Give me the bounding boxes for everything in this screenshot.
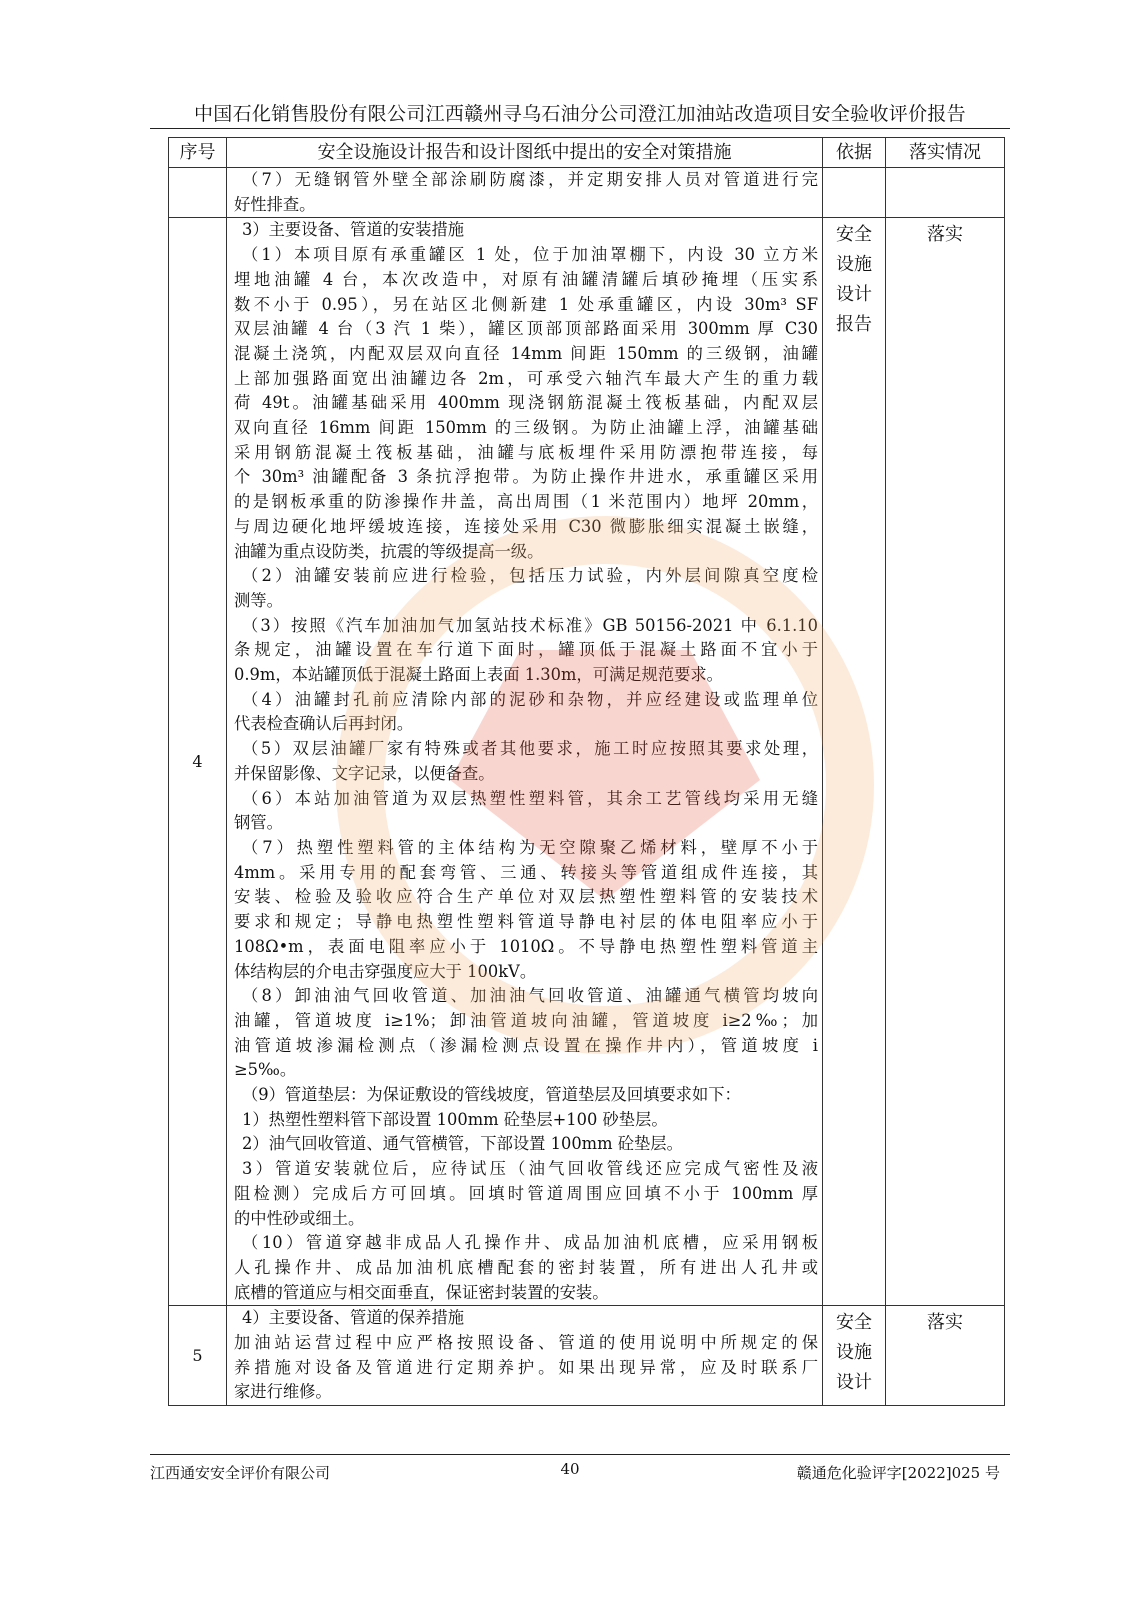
- status-cell: 落实: [886, 1306, 1005, 1406]
- status-cell: [886, 168, 1005, 218]
- measure-line: 108Ω•m，表面电阻率应小于 1010Ω。不导静电热塑性塑料管道主: [234, 936, 818, 956]
- column-header-no: 序号: [169, 138, 227, 168]
- measure-line: 个 30m³ 油罐配备 3 条抗浮抱带。为防止操作井进水，承重罐区采用: [234, 467, 818, 487]
- measure-line: ≥5‰。: [234, 1060, 297, 1080]
- measure-line: 上部加强路面宽出油罐边各 2m，可承受六轴汽车最大产生的重力载: [234, 368, 818, 388]
- footer-doc-number: 赣通危化验评字[2022]025 号: [796, 1464, 1000, 1482]
- measure-line: 油罐为重点设防类，抗震的等级提高一级。: [234, 541, 544, 561]
- basis-text: 报告: [836, 314, 872, 336]
- measure-line: 代表检查确认后再封闭。: [234, 714, 414, 734]
- measure-line: 人孔操作井、成品加油机底槽配套的密封装置，所有进出人孔井或: [234, 1257, 818, 1277]
- measure-line: 混凝土浇筑，内配双层双向直径 14mm 间距 150mm 的三级钢，油罐: [234, 343, 818, 363]
- basis-text: 设计: [836, 284, 872, 306]
- basis-text: 安全: [836, 224, 872, 246]
- measure-line: 4mm。采用专用的配套弯管、三通、转接头等管道组成件连接，其: [234, 862, 818, 882]
- measure-line: 埋地油罐 4 台，本次改造中，对原有油罐清罐后填砂掩埋（压实系: [234, 269, 818, 289]
- measure-line: 养措施对设备及管道进行定期养护。如果出现异常，应及时联系厂: [234, 1357, 818, 1377]
- measure-line: （5）双层油罐厂家有特殊或者其他要求，施工时应按照其要求处理，: [242, 739, 818, 759]
- basis-text: 安全: [836, 1312, 872, 1334]
- measure-cell: [227, 218, 823, 1306]
- measure-line: 并保留影像、文字记录，以便备查。: [234, 763, 495, 783]
- basis-cell: [823, 218, 886, 1306]
- measure-line: （7）热塑性塑料管的主体结构为无空隙聚乙烯材料，壁厚不小于: [242, 837, 818, 857]
- measure-line: 加油站运营过程中应严格按照设备、管道的使用说明中所规定的保: [234, 1333, 818, 1353]
- header-title: 中国石化销售股份有限公司江西赣州寻乌石油分公司澄江加油站改造项目安全验收评价报告: [193, 103, 966, 125]
- row-number: 5: [169, 1306, 227, 1406]
- measure-line: （4）油罐封孔前应清除内部的泥砂和杂物，并应经建设或监理单位: [242, 689, 818, 709]
- row-number: [169, 168, 227, 218]
- measure-line: 体结构层的介电击穿强度应大于 100kV。: [234, 961, 537, 981]
- measure-line: 底槽的管道应与相交面垂直，保证密封装置的安装。: [234, 1282, 609, 1302]
- measure-line: 的中性砂或细土。: [234, 1208, 365, 1228]
- page-number: 40: [560, 1460, 580, 1478]
- row-number: 4: [169, 218, 227, 1306]
- measure-line: 荷 49t。油罐基础采用 400mm 现浇钢筋混凝土筏板基础，内配双层: [234, 393, 818, 413]
- basis-text: 设施: [836, 254, 872, 276]
- measure-line: 测等。: [234, 590, 283, 610]
- measure-line: 采用钢筋混凝土筏板基础，油罐与底板埋件采用防漂抱带连接，每: [234, 442, 818, 462]
- basis-text: 设施: [836, 1342, 872, 1364]
- basis-cell: [823, 1306, 886, 1406]
- measure-line: 的是钢板承重的防渗操作井盖，高出周围（1 米范围内）地坪 20mm，: [234, 492, 818, 512]
- measure-line: 双层油罐 4 台（3 汽 1 柴），罐区顶部顶部路面采用 300mm 厚 C30: [234, 319, 818, 339]
- table-body: [169, 168, 1005, 1406]
- measure-line: 安装、检验及验收应符合生产单位对双层热塑性塑料管的安装技术: [234, 887, 818, 907]
- measure-line: 4）主要设备、管道的保养措施: [242, 1308, 465, 1328]
- column-header-measures: 安全设施设计报告和设计图纸中提出的安全对策措施: [227, 138, 823, 168]
- measure-line: （3）按照《汽车加油加气加氢站技术标准》GB 50156-2021 中 6.1.10: [242, 615, 818, 635]
- column-header-basis: 依据: [823, 138, 886, 168]
- header-rule: [150, 128, 1010, 129]
- measure-line: 2）油气回收管道、通气管横管，下部设置 100mm 砼垫层。: [242, 1134, 683, 1154]
- measure-line: （2）油罐安装前应进行检验，包括压力试验，内外层间隙真空度检: [242, 566, 818, 586]
- footer-company: 江西通安安全评价有限公司: [150, 1464, 331, 1482]
- measure-line: （10）管道穿越非成品人孔操作井、成品加油机底槽，应采用钢板: [242, 1233, 818, 1253]
- measure-cell: [227, 168, 823, 218]
- measure-line: 家进行维修。: [234, 1382, 332, 1402]
- measure-line: （1）本项目原有承重罐区 1 处，位于加油罩棚下，内设 30 立方米: [242, 245, 818, 265]
- measure-line: 3）管道安装就位后，应待试压（油气回收管线还应完成气密性及液: [242, 1159, 818, 1179]
- table-row: [169, 218, 1005, 1306]
- measure-line: 条规定，油罐设置在车行道下面时，罐顶低于混凝土路面不宜小于: [234, 640, 818, 660]
- measure-line: 油管道坡渗漏检测点（渗漏检测点设置在操作井内），管道坡度 i: [234, 1035, 818, 1055]
- measures-table: [168, 137, 1005, 1406]
- measure-line: （8）卸油油气回收管道、加油油气回收管道、油罐通气横管均坡向: [242, 986, 818, 1006]
- measure-line: 与周边硬化地坪缓坡连接，连接处采用 C30 微膨胀细实混凝土嵌缝，: [234, 516, 818, 536]
- table-row: [169, 168, 1005, 218]
- measure-line: 钢管。: [234, 813, 283, 833]
- measure-line: （9）管道垫层：为保证敷设的管线坡度，管道垫层及回填要求如下：: [242, 1085, 741, 1105]
- basis-text: 设计: [836, 1372, 872, 1394]
- measure-line: 阻检测）完成后方可回填。回填时管道周围应回填不小于 100mm 厚: [234, 1183, 818, 1203]
- measure-line: 双向直径 16mm 间距 150mm 的三级钢。为防止油罐上浮，油罐基础: [234, 418, 818, 438]
- measure-line: 1）热塑性塑料管下部设置 100mm 砼垫层+100 砂垫层。: [242, 1109, 668, 1129]
- measure-line: 数不小于 0.95），另在站区北侧新建 1 处承重罐区，内设 30m³ SF: [234, 294, 818, 314]
- measure-line: （7）无缝钢管外壁全部涂刷防腐漆，并定期安排人员对管道进行完: [242, 170, 818, 189]
- measure-line: 0.9m，本站罐顶低于混凝土路面上表面 1.30m，可满足规范要求。: [234, 665, 723, 685]
- basis-cell: [823, 168, 886, 218]
- measure-line: 3）主要设备、管道的安装措施: [242, 220, 465, 240]
- table-header-row: [169, 138, 1005, 168]
- footer-rule: [150, 1454, 1010, 1455]
- table-row: [169, 1306, 1005, 1406]
- measure-line: 好性排查。: [234, 194, 316, 214]
- column-header-status: 落实情况: [886, 138, 1005, 168]
- measure-line: （6）本站加油管道为双层热塑性塑料管，其余工艺管线均采用无缝: [242, 788, 818, 808]
- measure-cell: [227, 1306, 823, 1406]
- measure-line: 油罐，管道坡度 i≥1%；卸油管道坡向油罐，管道坡度 i≥2‰；加: [234, 1010, 818, 1030]
- measure-line: 要求和规定；导静电热塑性塑料管道导静电衬层的体电阻率应小于: [234, 912, 818, 932]
- status-cell: 落实: [886, 218, 1005, 1306]
